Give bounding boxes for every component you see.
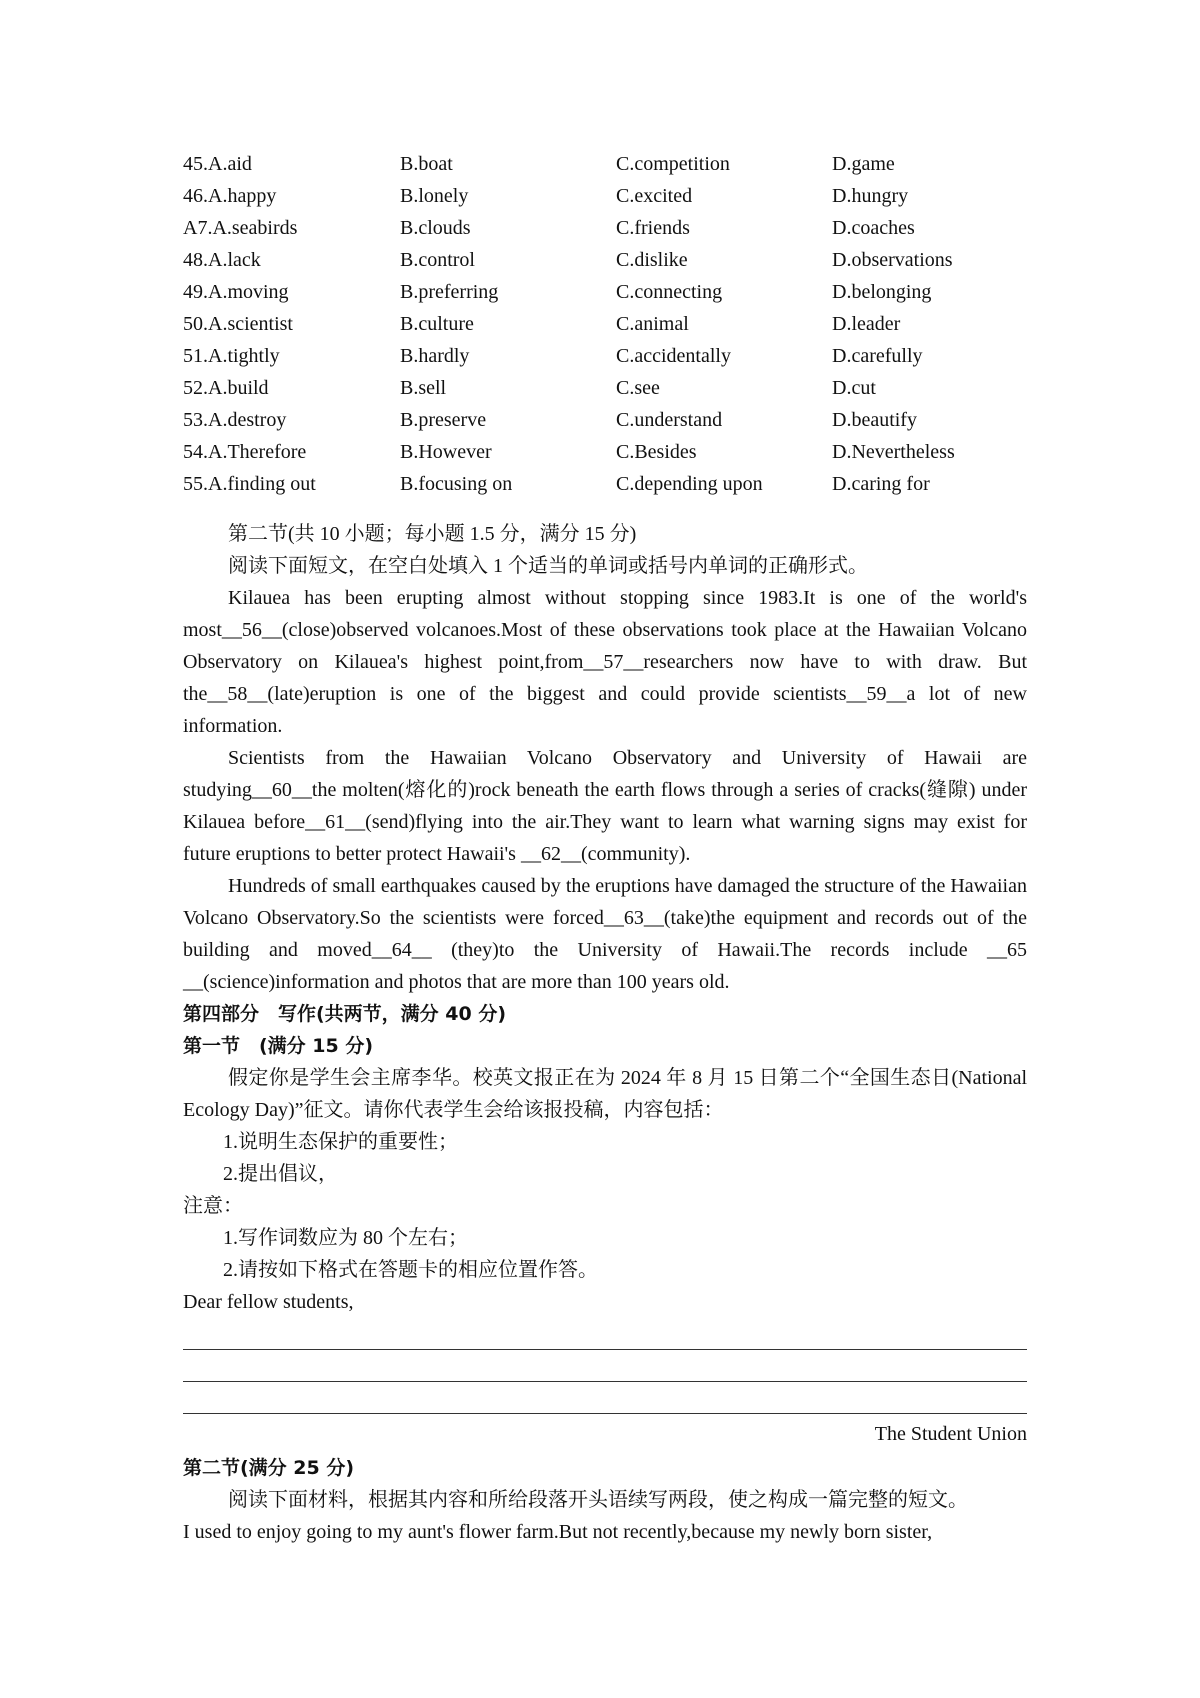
- option-a: 48.A.lack: [183, 249, 261, 271]
- option-c: C.see: [616, 377, 660, 399]
- option-b: B.lonely: [400, 185, 469, 207]
- option-d: D.Nevertheless: [832, 441, 955, 463]
- option-d: D.observations: [832, 249, 953, 271]
- option-row: [183, 436, 1027, 468]
- option-d: D.carefully: [832, 345, 923, 367]
- option-c: C.depending upon: [616, 473, 763, 495]
- passage-paragraph-1: Kilauea has been erupting almost without stopping since 1983.It is one of the world's most__56__(close)observed volcanoes.Most of these observations took place at the Hawaiian Volcano Observatory on Kilauea's highest point,from__57__researchers now have to with draw. But the__58__(late)eruption is one of the biggest and could provide scientists__59__a lot of new information.: [183, 587, 1027, 737]
- section2-title: 第二节(共 10 小题；每小题 1.5 分，满分 15 分): [228, 523, 637, 545]
- options-table: [183, 148, 1027, 500]
- option-d: D.game: [832, 153, 895, 175]
- continuation-text: I used to enjoy going to my aunt's flower farm.But not recently,because my newly born sister,: [183, 1521, 933, 1543]
- option-c: C.Besides: [616, 441, 697, 463]
- option-a: 51.A.tightly: [183, 345, 280, 367]
- option-row: [183, 340, 1027, 372]
- passage-paragraph-2: Scientists from the Hawaiian Volcano Observatory and University of Hawaii are studying__60__the molten(熔化的)rock beneath the earth flows through a series of cracks(缝隙) under Kilauea before__61__(send)flying into the air.They want to learn what warning signs may exist for future eruptions to better protect Hawaii's __62__(community).: [183, 747, 1027, 865]
- option-row: [183, 148, 1027, 180]
- option-d: D.caring for: [832, 473, 930, 495]
- option-c: C.connecting: [616, 281, 723, 303]
- answer-line-2[interactable]: [183, 1350, 1027, 1382]
- option-d: D.leader: [832, 313, 901, 335]
- part4-heading: 第四部分 写作(共两节，满分 40 分): [183, 1003, 507, 1025]
- note-label: 注意：: [183, 1195, 243, 1217]
- option-row: [183, 404, 1027, 436]
- note-item-2: 2.请按如下格式在答题卡的相应位置作答。: [223, 1259, 598, 1281]
- option-b: B.preferring: [400, 281, 499, 303]
- letter-signature: The Student Union: [874, 1423, 1027, 1445]
- exam-page: [183, 148, 1027, 1548]
- option-c: C.animal: [616, 313, 689, 335]
- option-c: C.understand: [616, 409, 723, 431]
- option-d: D.coaches: [832, 217, 915, 239]
- option-a: 55.A.finding out: [183, 473, 316, 495]
- option-b: B.preserve: [400, 409, 487, 431]
- option-c: C.friends: [616, 217, 690, 239]
- option-a: 53.A.destroy: [183, 409, 287, 431]
- option-d: D.belonging: [832, 281, 932, 303]
- option-b: B.However: [400, 441, 492, 463]
- option-b: B.culture: [400, 313, 474, 335]
- option-row: [183, 308, 1027, 340]
- option-row: [183, 276, 1027, 308]
- option-a: 50.A.scientist: [183, 313, 293, 335]
- answer-line-3[interactable]: [183, 1382, 1027, 1414]
- writing-item-2: 2.提出倡议，: [223, 1163, 338, 1185]
- option-c: C.accidentally: [616, 345, 731, 367]
- option-d: D.cut: [832, 377, 876, 399]
- grammar-section: [183, 518, 1027, 998]
- option-b: B.boat: [400, 153, 453, 175]
- option-b: B.hardly: [400, 345, 470, 367]
- option-c: C.dislike: [616, 249, 688, 271]
- writing-item-1: 1.说明生态保护的重要性；: [223, 1131, 458, 1153]
- option-d: D.beautify: [832, 409, 917, 431]
- writing-section1-heading: 第一节 (满分 15 分): [183, 1035, 374, 1057]
- answer-line-1[interactable]: [183, 1318, 1027, 1350]
- option-a: 49.A.moving: [183, 281, 289, 303]
- section2-instruction: 阅读下面短文，在空白处填入 1 个适当的单词或括号内单词的正确形式。: [228, 555, 868, 577]
- option-row: [183, 468, 1027, 500]
- writing-prompt: 假定你是学生会主席李华。校英文报正在为 2024 年 8 月 15 日第二个“全国生态日(National Ecology Day)”征文。请你代表学生会给该报投稿，内容包括：: [183, 1067, 1027, 1121]
- option-row: [183, 180, 1027, 212]
- option-a: 54.A.Therefore: [183, 441, 307, 463]
- writing-part: [183, 998, 1027, 1548]
- option-d: D.hungry: [832, 185, 909, 207]
- option-a: A7.A.seabirds: [183, 217, 298, 239]
- option-c: C.competition: [616, 153, 730, 175]
- letter-greeting: Dear fellow students,: [183, 1291, 354, 1313]
- option-a: 52.A.build: [183, 377, 269, 399]
- continuation-prompt: 阅读下面材料，根据其内容和所给段落开头语续写两段，使之构成一篇完整的短文。: [228, 1489, 968, 1511]
- option-row: [183, 372, 1027, 404]
- option-a: 45.A.aid: [183, 153, 252, 175]
- writing-section2-heading: 第二节(满分 25 分): [183, 1457, 355, 1479]
- passage-paragraph-3: Hundreds of small earthquakes caused by the eruptions have damaged the structure of the Hawaiian Volcano Observatory.So the scientists were forced__63__(take)the equipment and records out of the building and moved__64__ (they)to the University of Hawaii.The records include __65 __(science)information and photos that are more than 100 years old.: [183, 875, 1027, 993]
- option-c: C.excited: [616, 185, 693, 207]
- option-b: B.focusing on: [400, 473, 513, 495]
- option-row: [183, 244, 1027, 276]
- option-row: [183, 212, 1027, 244]
- option-a: 46.A.happy: [183, 185, 277, 207]
- option-b: B.sell: [400, 377, 447, 399]
- note-item-1: 1.写作词数应为 80 个左右；: [223, 1227, 468, 1249]
- option-b: B.control: [400, 249, 475, 271]
- option-b: B.clouds: [400, 217, 471, 239]
